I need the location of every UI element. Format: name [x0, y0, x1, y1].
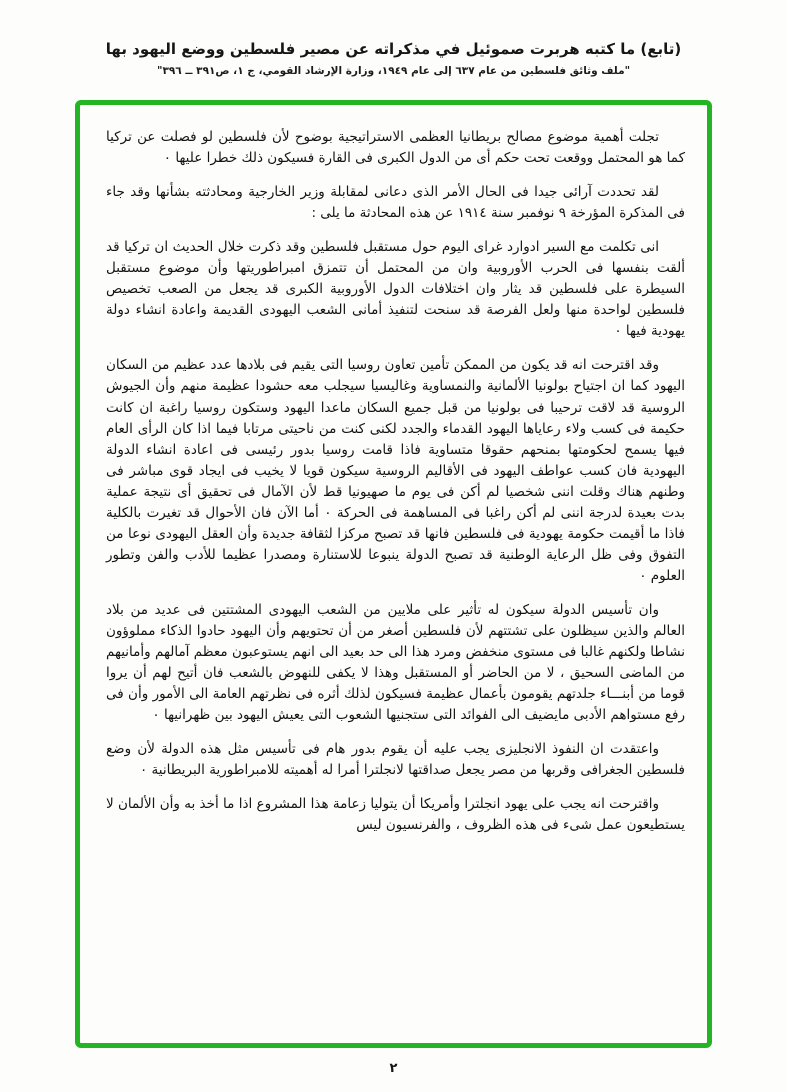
paragraph-2: لقد تحددت آرائى جيدا فى الحال الأمر الذى دعانى لمقابلة وزير الخارجية ومحادثته بشأنها وقد جاء فى المذكرة المؤرخة ٩ نوفمبر سنة ١٩١٤ عن هذه المحادثة ما يلى :: [106, 184, 685, 222]
page-header: [0, 40, 787, 77]
paragraph-4: وقد اقترحت انه قد يكون من الممكن تأمين تعاون روسيا التى يقيم فى بلادها عدد عظيم من السكان اليهود كما ان اجتياح بولونيا الألمانية والنمساوية وغاليسيا سيجلب معه حشودا عظيمة منهم وأن الجيوش الروسية قد لاقت ترحيبا فى بولونيا من قبل جميع السكان ماعدا اليهود وستكون روسيا راغبة ان كانت حكيمة فى كسب ولاء رعاياها اليهود القدماء والجدد لكنى كنت من ناحيتى مرتابا فيما اذا كان الرأى العام فيها يسمح لحكومتها بمنحهم حقوقا متساوية فاذا قامت روسيا بدور رئيسى فى اعادة انشاء الدولة اليهودية فان كسب عواطف اليهود فى الأقاليم الروسية سيكون قويا لا يخيب فى ايجاد قوى مباشر فى وطنهم هناك وقلت اننى شخصيا لم أكن فى يوم ما صهيونيا قط لأن الآمال فى تحقيق أى نتيجة عملية بدت بعيدة لدرجة اننى لم أكن راغبا فى المساهمة فى الحركة ٠ أما الآن فان الأحوال قد تغيرت بالكلية فاذا ما أقيمت حكومة يهودية فى فلسطين فانها قد تصبح مركزا لثقافة جديدة وأن العقل اليهودى نوعا من التفوق وفى ظل الرعاية الوطنية قد تصبح الدولة ينبوعا للاستنارة ومصدرا عظيما للأدب والفن وتطور العلوم ٠: [106, 357, 685, 584]
document-subtitle: "ملف وثائق فلسطين من عام ٦٣٧ إلى عام ١٩٤٩، وزارة الإرشاد القومي، ج ١، ص٣٩١ ــ ٣٩٦": [156, 65, 631, 77]
paragraph-5: وان تأسيس الدولة سيكون له تأثير على ملايين من الشعب اليهودى المشتتين فى عديد من بلاد العالم والذين سيظلون على تشتتهم لأن فلسطين أصغر من أن تحتويهم وأن اليهود حادوا الذكاء مملوؤون نشاطا ولكنهم غالبا فى مستوى منخفض ومرد هذا الى حد بعيد الى انهم يستوعبون معظم آمالهم وأمانيهم من الماضى السحيق ، لا من الحاضر أو المستقبل وهذا لا يكفى للنهوض بالشعب فان أتيح لهم أن يروا قوما من أبنـــاء جلدتهم يقومون بأعمال عظيمة فسيكون لذلك أثره فى نظرتهم العامة الى الأمور وأن فى رفع مستواهم الأدبى مايضيف الى الفوائد التى ستجنيها الشعوب التى يعيش اليهود بين ظهرانيها ٠: [106, 601, 685, 724]
document-body: [80, 105, 707, 1043]
page-number: ٢: [389, 1061, 398, 1076]
paragraph-3: انى تكلمت مع السير ادوارد غراى اليوم حول مستقبل فلسطين وقد ذكرت خلال الحديث ان تركيا قد ألقت بنفسها فى الحرب الأوروبية وان من المحتمل أن تتمزق امبراطوريتها وأن موضوع مستقبل السيطرة على فلسطين قد يثار وان اختلافات الدول الأوروبية الكبرى قد يجعل من الصعب تخصيص فلسطين لواحدة منها ولعل الفرصة قد سنحت لتنفيذ أمانى الشعب اليهودى القديمة واعادة انشاء دولة يهودية فيها ٠: [106, 239, 685, 340]
paragraph-1: تجلت أهمية موضوع مصالح بريطانيا العظمى الاستراتيجية بوضوح لأن فلسطين لو فصلت عن تركيا كما هو المحتمل ووقعت تحت حكم أى من الدول الكبرى فى القارة فسيكون ذلك خطرا عليها ٠: [106, 129, 685, 167]
paragraph-7: واقترحت انه يجب على يهود انجلترا وأمريكا أن يتوليا زعامة هذا المشروع اذا ما أخذ به وأن الألمان لا يستطيعون عمل شىء فى هذه الظروف ، والفرنسيون ليس: [106, 796, 685, 834]
green-frame: [75, 100, 712, 1048]
paragraph-6: واعتقدت ان النفوذ الانجليزى يجب عليه أن يقوم بدور هام فى تأسيس مثل هذه الدولة لأن وضع فلسطين الجغرافى وقربها من مصر يجعل صداقتها لانجلترا أمرا له أهميته للامبراطورية البريطانية ٠: [106, 741, 685, 779]
document-title: (تابع) ما كتبه هربرت صموئيل في مذكراته عن مصير فلسطين ووضع اليهود بها: [105, 40, 682, 58]
